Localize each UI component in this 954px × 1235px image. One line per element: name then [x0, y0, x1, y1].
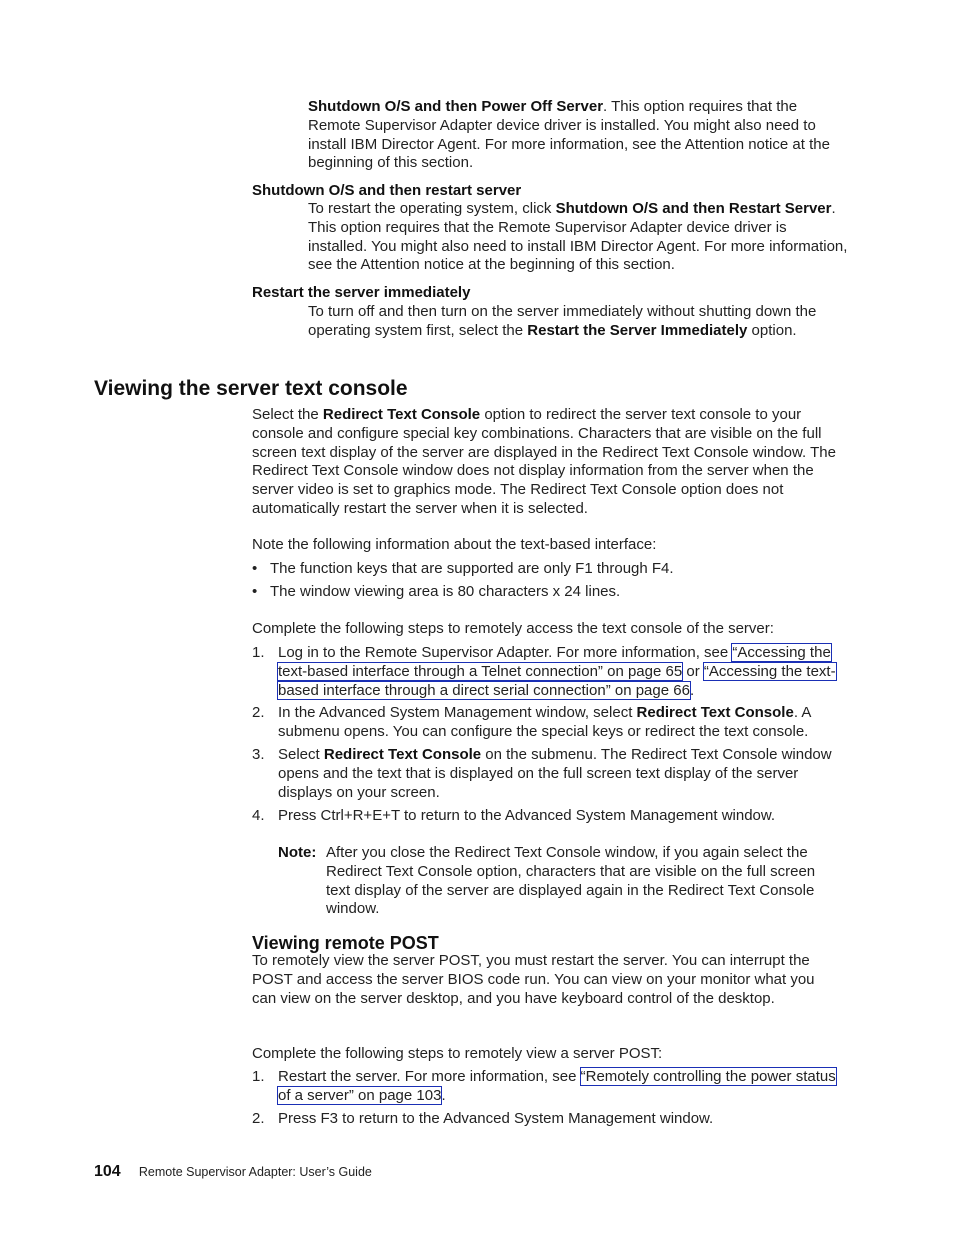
power-off-description — [308, 98, 848, 173]
restart-server-text-rest: . This option requires that the Remote Supervisor Adapter device driver is installed. You might also need to install IBM Director Agent. For more information, see the Attention notice at the beginning of this section. — [308, 200, 848, 274]
bullet-text: The function keys that are supported are only F1 through F4. — [270, 560, 674, 577]
section-title: Viewing the server text console — [94, 377, 408, 400]
restart-server-term: Shutdown O/S and then restart server — [252, 182, 522, 199]
section-intro-bold: Redirect Text Console — [322, 406, 481, 423]
step-text-rest: on the submenu. The Redirect Text Console window opens and the text that is displayed on the full screen text display of the server displays on your screen. — [278, 746, 832, 801]
step-number: 1. — [252, 644, 265, 661]
step-number: 3. — [252, 746, 265, 763]
section-intro-a: Select the — [252, 406, 323, 423]
step-option-name: Redirect Text Console — [323, 746, 482, 763]
book-title: Remote Supervisor Adapter: User’s Guide — [138, 1165, 372, 1179]
step-text-a: Restart the server. For more information, see — [278, 1068, 581, 1085]
subsection-title: Viewing remote POST — [252, 933, 439, 953]
section-intro-rest: option to redirect the server text console to your console and configure special key combinations. Characters that are visible on the full screen text display of the server are displayed in the Redirect Text Console window. The Redirect Text Console window does not display information from the server when the server video is set to graphics mode. The Redirect Text Console option does not automatically restart the server when it is selected. — [252, 406, 836, 517]
power-status-link[interactable]: “Remotely controlling the power status of a server” on page 103 — [278, 1068, 836, 1104]
step-number: 4. — [252, 807, 265, 824]
step-text-end: . — [441, 1086, 446, 1104]
note-text: After you close the Redirect Text Console window, if you again select the Redirect Text Console option, characters that are visible on the full screen text display of the server are displayed again in the Redirect Text Console window. — [326, 844, 816, 918]
step-text — [278, 1068, 842, 1106]
page-footer — [94, 1163, 372, 1182]
steps-lead: Complete the following steps to remotely access the text console of the server: — [252, 620, 774, 637]
step-text: Press Ctrl+R+E+T to return to the Advanced System Management window. — [278, 807, 776, 824]
serial-connection-link[interactable]: “Accessing the text-based interface through a direct serial connection” on page 66 — [278, 662, 836, 699]
post-steps-lead: Complete the following steps to remotely view a server POST: — [252, 1045, 663, 1062]
interface-note-lead: Note the following information about the text-based interface: — [252, 536, 657, 553]
step-text-end: . — [689, 681, 695, 699]
step-text-rest: . A submenu opens. You can configure the special keys or redirect the text console. — [278, 704, 811, 740]
restart-server-option-name: Shutdown O/S and then Restart Server — [555, 200, 832, 217]
step-text-a: Select — [278, 746, 324, 763]
step-text-mid: or — [682, 662, 704, 680]
restart-immediately-term: Restart the server immediately — [252, 284, 471, 301]
note-label: Note: — [278, 844, 317, 861]
bullet-text: The window viewing area is 80 characters x 24 lines. — [270, 583, 621, 600]
step-number: 2. — [252, 704, 265, 721]
restart-immediately-text-a: To turn off and then turn on the server immediately without shutting down the operating system first, select the — [308, 303, 817, 339]
section-intro — [252, 406, 842, 519]
restart-server-description — [308, 200, 848, 275]
subsection-intro: To remotely view the server POST, you must restart the server. You can interrupt the POST and access the server BIOS code run. You can view on your monitor what you can view on the server desktop, and you have keyboard control of the desktop. — [252, 952, 815, 1007]
power-off-description-text: . This option requires that the Remote Supervisor Adapter device driver is installed. You might also need to install IBM Director Agent. For more information, see the Attention notice at the beginning of this section. — [308, 98, 830, 172]
restart-immediately-option-name: Restart the Server Immediately — [527, 321, 748, 339]
step-text-a: Log in to the Remote Supervisor Adapter. For more information, see — [278, 644, 733, 661]
step-number: 2. — [252, 1110, 265, 1127]
step-text: Press F3 to return to the Advanced System Management window. — [278, 1110, 714, 1127]
step-text — [278, 704, 842, 742]
step-text — [278, 644, 842, 700]
restart-immediately-description — [308, 303, 848, 341]
step-number: 1. — [252, 1068, 265, 1085]
power-off-option-name: Shutdown O/S and then Power Off Server — [308, 98, 604, 115]
step-text — [278, 746, 842, 802]
bullet-marker: • — [252, 583, 258, 600]
step-text-a: In the Advanced System Management window, select — [278, 704, 637, 721]
page-number: 104 — [94, 1163, 121, 1180]
restart-server-text-a: To restart the operating system, click — [308, 200, 556, 217]
telnet-connection-link[interactable]: “Accessing the text-based interface through a Telnet connection” on page 65 — [278, 644, 831, 680]
bullet-marker: • — [252, 560, 258, 577]
restart-immediately-text-rest: option. — [747, 321, 797, 339]
step-option-name: Redirect Text Console — [636, 704, 794, 721]
